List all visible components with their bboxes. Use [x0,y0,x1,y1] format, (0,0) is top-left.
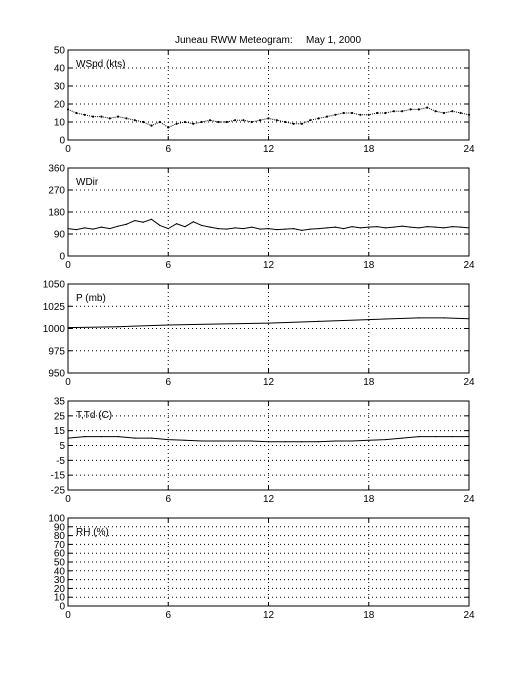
y-tick-label: 20 [53,99,65,111]
y-tick-label: 950 [48,368,65,380]
x-tick-label: 12 [262,260,275,271]
data-point [401,110,403,112]
data-point [118,436,119,437]
data-point [443,317,444,318]
x-tick-label: 24 [463,377,475,388]
data-point [84,436,85,437]
data-point [84,114,86,116]
y-tick-label: 35 [53,396,65,408]
data-point [67,327,68,328]
data-point [67,437,68,438]
data-point [385,439,386,440]
y-tick-label: 1025 [42,301,65,313]
data-point [368,440,369,441]
data-point [134,220,135,221]
data-point [268,441,269,442]
data-point [452,436,453,437]
data-point [418,436,419,437]
data-point [452,226,453,227]
data-point [318,117,320,119]
data-point [385,227,386,228]
data-point [285,229,286,230]
x-tick-label: 0 [65,610,71,621]
data-point [309,119,311,121]
data-point [402,437,403,438]
data-point [434,110,436,112]
data-point [176,223,177,224]
data-point [75,112,77,114]
data-point [276,229,277,230]
x-tick-label: 24 [463,144,475,155]
x-tick-label: 24 [463,260,475,271]
data-point [226,121,228,123]
data-point [201,440,202,441]
x-tick-label: 6 [165,494,172,505]
y-tick-label: -15 [50,470,65,482]
y-tick-label: 30 [53,575,65,587]
data-point [251,227,252,228]
x-tick-label: 0 [65,144,71,155]
panel-label: WSpd (kts) [76,59,126,70]
panel-label: T,Td (C) [76,410,113,421]
y-tick-label: 50 [53,557,65,569]
x-tick-label: 12 [262,377,275,388]
data-point [101,436,102,437]
data-point [343,112,345,114]
data-point [268,323,269,324]
data-point [192,123,194,125]
data-point [351,440,352,441]
data-point [384,112,386,114]
data-point [326,227,327,228]
x-tick-label: 6 [165,144,172,155]
y-tick-label: 5 [59,441,65,452]
data-point [418,227,419,228]
y-tick-label: 30 [53,81,65,93]
data-point [451,110,453,112]
y-tick-label: -5 [56,455,65,467]
chart-panel-3 [43,280,475,389]
data-point [468,318,469,319]
data-point [267,117,269,119]
data-point [377,226,378,227]
data-point [393,110,395,112]
y-tick-label: -25 [50,485,65,497]
data-point [67,108,69,110]
data-point [301,230,302,231]
data-point [427,226,428,227]
data-point [234,227,235,228]
data-point [276,119,278,121]
x-tick-label: 6 [165,377,172,388]
panel-label: WDir [76,177,99,188]
data-point [167,126,169,128]
data-point [343,228,344,229]
figure-title: Juneau RWW Meteogram: [175,35,293,46]
data-point [318,441,319,442]
data-point [351,226,352,227]
data-point [435,436,436,437]
data-point [376,112,378,114]
data-point [460,227,461,228]
data-point [184,440,185,441]
data-point [92,116,94,118]
data-point [150,125,152,127]
y-tick-label: 50 [53,45,65,57]
data-point [293,228,294,229]
x-tick-label: 24 [463,610,475,621]
data-point [318,228,319,229]
data-point [218,440,219,441]
data-point [268,228,269,229]
data-point [468,114,470,116]
y-tick-label: 360 [48,163,65,175]
data-point [109,228,110,229]
data-point [251,121,253,123]
data-point [117,116,119,118]
data-point [359,114,361,116]
data-point [76,229,77,230]
y-tick-label: 25 [53,411,65,423]
chart-panel-5 [48,514,475,622]
data-point [335,440,336,441]
data-point [201,225,202,226]
y-tick-label: 60 [53,548,65,560]
data-point [101,227,102,228]
data-point [460,112,462,114]
x-tick-label: 18 [363,377,375,388]
data-point [134,437,135,438]
data-point [435,227,436,228]
data-point [100,116,102,118]
x-tick-label: 12 [262,494,275,505]
data-point [176,123,178,125]
x-tick-label: 12 [262,610,275,621]
data-point [260,229,261,230]
data-point [402,226,403,227]
y-tick-label: 20 [53,583,65,595]
data-point [209,119,211,121]
data-point [234,119,236,121]
x-tick-label: 0 [65,377,71,388]
data-point [292,123,294,125]
data-point [368,319,369,320]
y-tick-label: 10 [53,592,65,604]
data-point [259,119,261,121]
y-tick-label: 270 [48,185,65,197]
data-point [426,107,428,109]
x-tick-label: 0 [65,260,71,271]
data-point [193,221,194,222]
data-point [242,119,244,121]
data-point [125,117,127,119]
data-point [218,228,219,229]
x-tick-label: 24 [463,494,475,505]
data-point [109,117,111,119]
data-point [351,112,353,114]
data-point [368,227,369,228]
data-point [360,227,361,228]
data-point [301,441,302,442]
y-tick-label: 1000 [42,324,65,335]
x-tick-label: 18 [363,260,375,271]
data-point [134,119,136,121]
data-point [335,227,336,228]
x-tick-label: 18 [363,610,375,621]
chart-panel-1 [54,46,475,156]
y-tick-label: 975 [48,346,65,358]
y-tick-label: 180 [48,207,65,219]
data-point [310,229,311,230]
x-tick-label: 6 [165,260,172,271]
x-tick-label: 6 [165,610,172,621]
y-tick-label: 1050 [42,279,65,291]
panel-label: P (mb) [76,293,106,304]
y-tick-label: 0 [59,601,65,613]
y-tick-label: 10 [53,117,65,129]
data-point [118,226,119,227]
data-point [209,227,210,228]
x-tick-label: 0 [65,494,71,505]
data-point [368,114,370,116]
data-point [418,108,420,110]
data-point [168,439,169,440]
y-tick-label: 70 [53,539,65,551]
x-tick-label: 18 [363,494,375,505]
data-point [326,116,328,118]
data-point [410,227,411,228]
y-tick-label: 0 [59,135,65,147]
chart-panel-2 [48,164,475,272]
data-point [409,108,411,110]
data-point [285,441,286,442]
chart-panel-4 [51,397,475,506]
data-point [468,227,469,228]
y-tick-label: 40 [53,566,65,578]
data-point [226,229,227,230]
data-point [168,228,169,229]
data-point [143,222,144,223]
y-tick-label: 15 [53,426,65,438]
data-point [443,227,444,228]
data-point [334,114,336,116]
data-point [142,121,144,123]
data-point [92,229,93,230]
data-point [418,317,419,318]
data-point [168,324,169,325]
data-point [126,224,127,225]
y-tick-label: 90 [53,522,65,534]
data-point [301,123,303,125]
data-point [234,440,235,441]
data-point [251,440,252,441]
panel-label: RH (%) [76,527,109,538]
data-point [201,121,203,123]
data-point [284,121,286,123]
data-point [84,227,85,228]
data-point [393,227,394,228]
y-tick-label: 0 [59,251,65,263]
data-point [118,326,119,327]
data-point [243,228,244,229]
data-point [67,228,68,229]
y-tick-label: 40 [53,63,65,75]
x-tick-label: 12 [262,144,275,155]
data-point [159,225,160,226]
panels [43,46,475,622]
data-point [218,323,219,324]
data-point [159,121,161,123]
y-tick-label: 80 [53,531,65,543]
figure-date: May 1, 2000 [306,35,362,46]
data-point [184,226,185,227]
y-tick-label: 90 [53,229,65,241]
data-point [468,436,469,437]
x-tick-label: 18 [363,144,375,155]
data-point [184,121,186,123]
data-point [217,121,219,123]
data-point [318,321,319,322]
data-point [151,219,152,220]
data-point [151,437,152,438]
y-tick-label: 100 [48,513,65,525]
data-point [443,112,445,114]
